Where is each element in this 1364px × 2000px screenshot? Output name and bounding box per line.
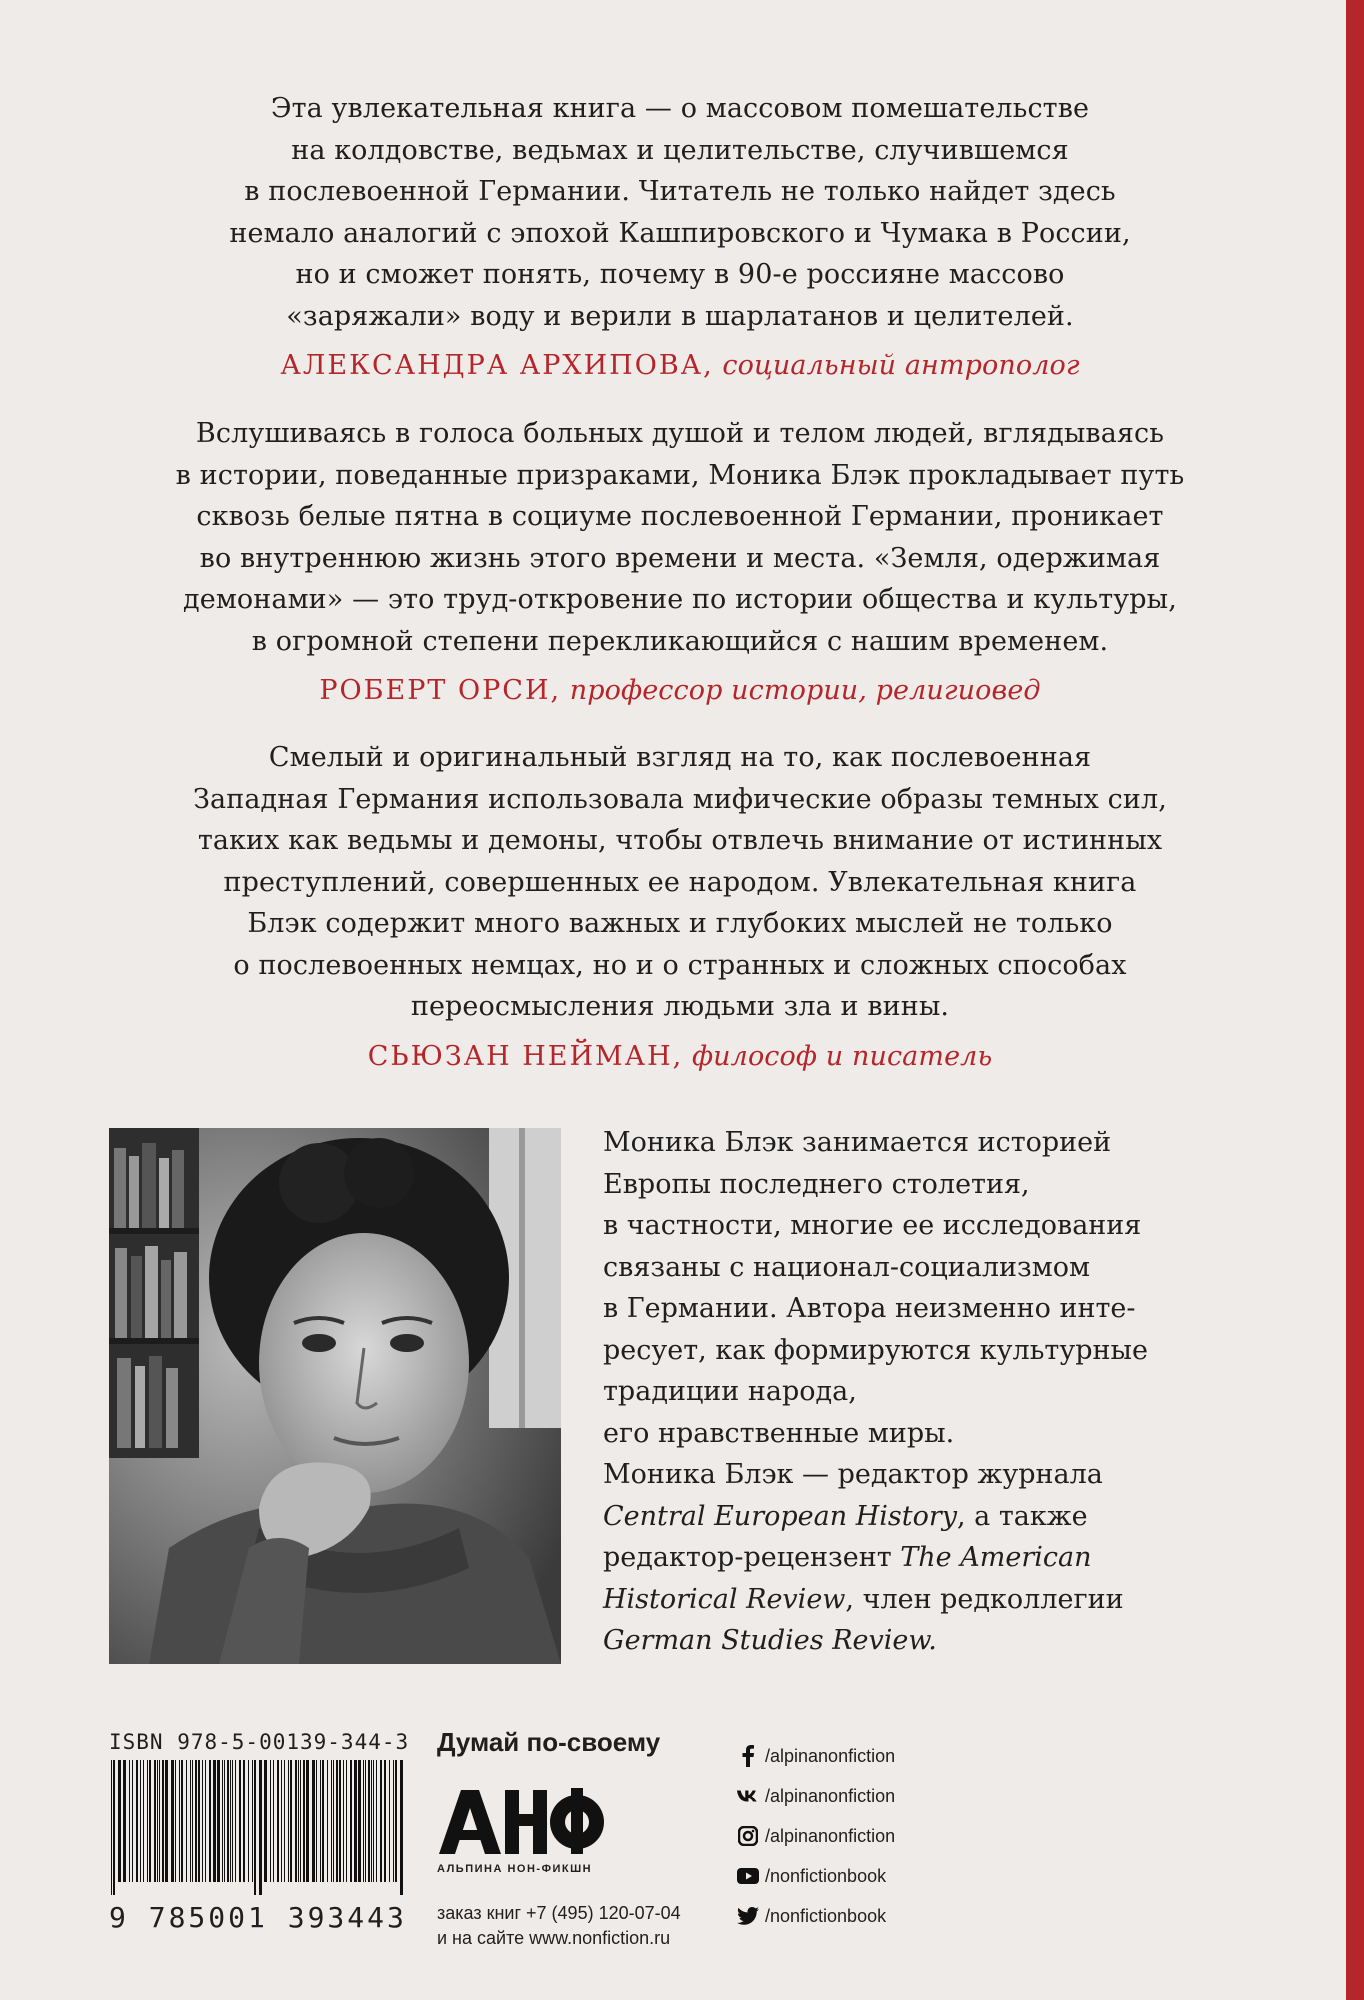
barcode-bar	[320, 1760, 321, 1882]
barcode-bar	[380, 1760, 382, 1882]
barcode-bar	[284, 1760, 285, 1882]
quote-author-role: социальный антрополог	[722, 350, 1080, 381]
bio-line	[603, 1496, 1263, 1538]
quote-attribution	[110, 670, 1250, 712]
bio-line: его нравственные миры.	[603, 1417, 955, 1449]
barcode-bar	[290, 1760, 292, 1882]
bio-line	[603, 1537, 1263, 1579]
quote-line: Западная Германия использовала мифические образы темных сил,	[193, 783, 1167, 815]
barcode-bar	[227, 1760, 229, 1882]
barcode-bar	[147, 1760, 148, 1882]
barcode-bar	[162, 1760, 164, 1882]
isbn-barcode	[109, 1730, 409, 1940]
quote-3	[110, 737, 1250, 1077]
barcode-bar	[270, 1760, 271, 1882]
barcode-bar	[273, 1760, 274, 1882]
barcode-bar	[331, 1760, 332, 1882]
barcode-bar	[171, 1760, 174, 1882]
barcode-bar	[264, 1760, 267, 1882]
barcode-bar	[181, 1760, 183, 1882]
bio-text: редактор-рецензент	[603, 1542, 901, 1573]
bio-line: связаны с национал-социализмом	[603, 1251, 1090, 1283]
quote-line: сквозь белые пятна в социуме послевоенной Германии, проникает	[196, 501, 1164, 532]
barcode-bar	[113, 1760, 115, 1895]
barcode-bar	[132, 1760, 133, 1882]
barcode-bar	[154, 1760, 156, 1882]
barcode-bar	[149, 1760, 151, 1882]
red-edge-stripe	[1346, 0, 1364, 2000]
social-item-vk[interactable]	[737, 1776, 977, 1816]
barcode-bar	[230, 1760, 231, 1882]
bio-line: в частности, многие ее исследования	[603, 1210, 1142, 1241]
barcode-bar	[295, 1760, 297, 1882]
quote-line: Эта увлекательная книга — о массовом помешательстве	[270, 93, 1090, 124]
quote-author-role: философ и писатель	[691, 1040, 993, 1072]
quote-line: Блэк содержит много важных и глубоких мыслей не только	[247, 908, 1113, 939]
social-links	[737, 1736, 977, 1936]
barcode-bar	[277, 1760, 279, 1882]
quote-line: на колдовстве, ведьмах и целительстве, случившемся	[291, 134, 1069, 166]
quote-attribution	[110, 1036, 1250, 1078]
publisher-logo	[437, 1786, 607, 1856]
barcode-bar	[354, 1760, 357, 1882]
barcode-bar	[333, 1760, 334, 1882]
barcode-bar	[327, 1760, 328, 1882]
barcode-bar	[165, 1760, 168, 1882]
barcode-bar	[239, 1760, 241, 1882]
barcode-bar	[157, 1760, 158, 1882]
barcode-bar	[123, 1760, 126, 1882]
barcode-bar	[298, 1760, 299, 1882]
quote-line: Вслушиваясь в голоса больных душой и телом людей, вглядываясь	[195, 418, 1165, 449]
barcode-bar	[395, 1760, 397, 1882]
order-phone: заказ книг +7 (495) 120-07-04	[437, 1903, 681, 1923]
journal-title: Historical Review	[603, 1583, 846, 1615]
barcode-bar	[192, 1760, 193, 1882]
barcode-bar	[186, 1760, 187, 1882]
barcode-bar	[373, 1760, 374, 1882]
barcode-bar	[248, 1760, 249, 1882]
barcode-bar	[316, 1760, 317, 1882]
bio-text: , член редколлегии	[845, 1583, 1124, 1615]
barcode-bar	[300, 1760, 301, 1882]
quote-1	[110, 88, 1250, 387]
quote-author: АЛЕКСАНДРА АРХИПОВА,	[280, 350, 714, 381]
barcode-bar	[365, 1760, 366, 1882]
social-handle: /alpinanonfiction	[765, 1745, 896, 1766]
quote-line: в послевоенной Германии. Читатель не только найдет здесь	[244, 176, 1116, 207]
barcode-bar	[118, 1760, 121, 1882]
author-photo	[109, 1128, 561, 1664]
bio-line: Европы последнего столетия,	[603, 1168, 1030, 1200]
barcode-bar	[400, 1760, 403, 1895]
social-item-youtube[interactable]	[737, 1856, 977, 1896]
quote-author: РОБЕРТ ОРСИ,	[319, 675, 562, 706]
author-portrait-illustration	[109, 1128, 561, 1664]
social-handle: /nonfictionbook	[765, 1905, 887, 1926]
barcode-bar	[393, 1760, 394, 1882]
barcode-bar	[224, 1760, 225, 1882]
barcode-bar	[205, 1760, 206, 1882]
social-handle: /alpinanonfiction	[765, 1785, 896, 1806]
barcode-bar	[232, 1760, 233, 1882]
barcode-bar	[346, 1760, 347, 1882]
social-handle: /alpinanonfiction	[765, 1825, 896, 1846]
barcode-bar	[190, 1760, 191, 1882]
bio-line: ресует, как формируются культурные	[603, 1334, 1148, 1366]
barcode-bar	[306, 1760, 309, 1882]
barcode-bar	[179, 1760, 180, 1882]
social-handle: /nonfictionbook	[765, 1865, 887, 1886]
barcode-bar	[368, 1760, 370, 1882]
isbn-digits: 9 785001 393443	[109, 1901, 407, 1934]
quote-attribution	[110, 345, 1250, 387]
barcode-bar	[243, 1760, 245, 1882]
author-bio	[603, 1122, 1263, 1662]
barcode-bar	[198, 1760, 200, 1882]
barcode-bar	[303, 1760, 305, 1882]
isbn-label: ISBN 978-5-00139-344-3	[109, 1730, 410, 1754]
twitter-icon	[737, 1905, 759, 1927]
barcode-bar	[389, 1760, 390, 1882]
bio-line	[603, 1620, 1263, 1662]
quote-author: СЬЮЗАН НЕЙМАН,	[367, 1040, 684, 1072]
bio-line: Моника Блэк занимается историей	[603, 1127, 1112, 1158]
barcode-bar	[140, 1760, 141, 1882]
quote-author-role: профессор истории, религиовед	[569, 675, 1041, 706]
bio-line: традиции народа,	[603, 1376, 857, 1407]
social-item-twitter[interactable]	[737, 1896, 977, 1936]
barcode-bar	[209, 1760, 211, 1882]
order-contact	[437, 1901, 727, 1951]
barcode-bar	[384, 1760, 386, 1882]
bio-line: Моника Блэк — редактор журнала	[603, 1459, 1103, 1490]
social-item-instagram[interactable]	[737, 1816, 977, 1856]
barcode-bar	[159, 1760, 160, 1882]
barcode-bar	[322, 1760, 324, 1882]
barcode-bar	[175, 1760, 176, 1882]
youtube-icon	[737, 1865, 759, 1887]
journal-title: German Studies Review.	[603, 1625, 937, 1656]
barcode-bar	[281, 1760, 282, 1882]
quote-line: но и сможет понять, почему в 90-е россияне массово	[295, 259, 1065, 290]
publisher-name: АЛЬПИНА НОН-ФИКШН	[437, 1863, 593, 1875]
barcode-bar	[252, 1760, 253, 1882]
barcode-bar	[202, 1760, 203, 1882]
barcode-bar	[217, 1760, 220, 1882]
social-item-facebook[interactable]	[737, 1736, 977, 1776]
quote-line: таких как ведьмы и демоны, чтобы отвлечь внимание от истинных	[197, 825, 1163, 856]
barcode-bar	[143, 1760, 144, 1882]
order-website: и на сайте www.nonfiction.ru	[437, 1928, 671, 1948]
publisher-block	[437, 1727, 727, 1951]
bio-line	[603, 1579, 1263, 1621]
barcode-bar	[343, 1760, 344, 1882]
barcode-bar	[312, 1760, 315, 1882]
quote-2	[110, 413, 1250, 712]
quote-line: «заряжали» воду и верили в шарлатанов и целителей.	[286, 300, 1074, 332]
barcode-bar	[213, 1760, 216, 1882]
quote-line: немало аналогий с эпохой Кашпировского и Чумака в России,	[229, 217, 1131, 249]
barcode-bar	[376, 1760, 377, 1882]
quote-line: в огромной степени перекликающийся с нашим временем.	[251, 625, 1109, 657]
bio-line: в Германии. Автора неизменно инте-	[603, 1293, 1136, 1324]
barcode-bar	[339, 1760, 341, 1882]
barcode-bar	[336, 1760, 338, 1882]
barcode-bar	[129, 1760, 130, 1882]
facebook-icon	[737, 1745, 759, 1767]
publisher-slogan: Думай по-своему	[437, 1727, 661, 1757]
barcode-bar	[371, 1760, 372, 1882]
barcode-bar	[363, 1760, 364, 1882]
quote-line: в истории, поведанные призраками, Моника Блэк прокладывает путь	[175, 459, 1185, 491]
barcode-bar	[111, 1760, 112, 1895]
barcode-bar	[235, 1760, 236, 1882]
quote-line: во внутреннюю жизнь этого времени и места. «Земля, одержимая	[199, 542, 1161, 574]
instagram-icon	[737, 1825, 759, 1847]
quote-line: Смелый и оригинальный взгляд на то, как послевоенная	[268, 742, 1092, 773]
quote-line: демонами» — это труд-откровение по истории общества и культуры,	[183, 584, 1177, 615]
quote-line: о послевоенных немцах, но и о странных и сложных способах	[233, 949, 1127, 981]
journal-title: The American	[900, 1542, 1092, 1573]
barcode-bar	[259, 1760, 262, 1895]
vk-icon	[737, 1785, 759, 1807]
barcode-bar	[222, 1760, 223, 1882]
barcode-bar	[195, 1760, 197, 1882]
barcode-bar	[350, 1760, 352, 1882]
barcode-bar	[288, 1760, 289, 1882]
quote-line: переосмысления людьми зла и вины.	[410, 991, 950, 1022]
journal-title: Central European History	[603, 1500, 957, 1532]
quote-line: преступлений, совершенных ее народом. Увлекательная книга	[223, 866, 1137, 898]
bio-text: , а также	[957, 1500, 1088, 1532]
barcode-bar	[254, 1760, 256, 1895]
barcode-bars	[109, 1760, 409, 1895]
barcode-bar	[136, 1760, 138, 1882]
barcode-bar	[358, 1760, 361, 1882]
